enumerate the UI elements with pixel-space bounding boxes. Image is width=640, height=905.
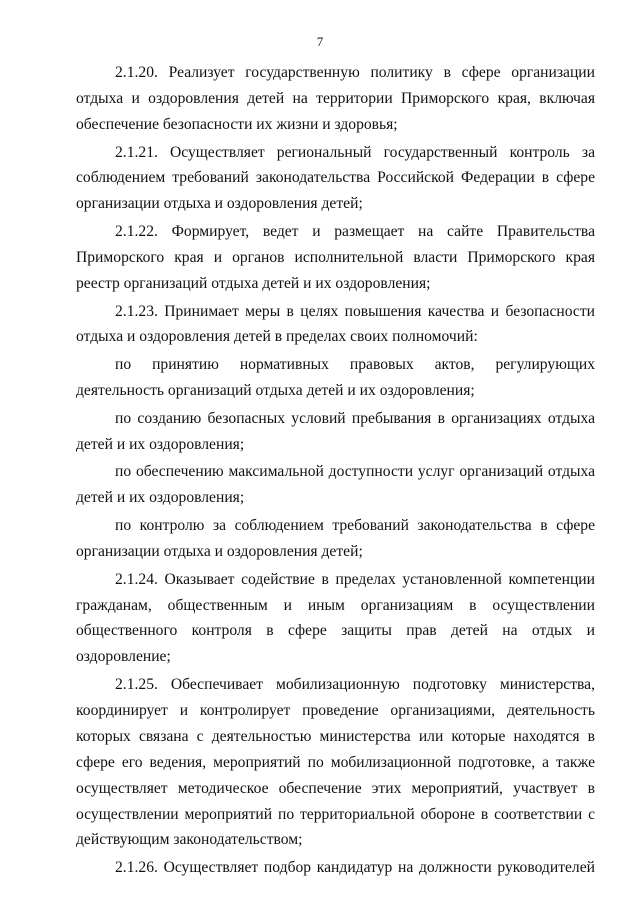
page-number: 7 xyxy=(316,34,324,49)
paragraph-2-1-25: 2.1.25. Обеспечивает мобилизационную подготовку министерства, координирует и контролирует проведение организациями, деятельность которых связана с деятельностью министерства или которые находятся в сфере его ведения, мероприятий по мобилизационной подготовке, а также осуществляет методическое обеспечение этих мероприятий, участвует в осуществлении мероприятий по территориальной обороне в соответствии с действующим законодательством; xyxy=(76,676,595,849)
paragraph-2-1-23-item-regulations: по принятию нормативных правовых актов, регулирующих деятельность организаций отдыха детей и их оздоровления; xyxy=(76,356,595,400)
paragraph-2-1-20: 2.1.20. Реализует государственную политику в сфере организации отдыха и оздоровления детей на территории Приморского края, включая обеспечение безопасности их жизни и здоровья; xyxy=(76,64,595,133)
paragraph-2-1-23-item-safe-conditions: по созданию безопасных условий пребывания в организациях отдыха детей и их оздоровления; xyxy=(76,409,595,453)
paragraph-2-1-23-item-accessibility: по обеспечению максимальной доступности услуг организаций отдыха детей и их оздоровления; xyxy=(76,463,595,507)
paragraph-2-1-23: 2.1.23. Принимает меры в целях повышения качества и безопасности отдыха и оздоровления детей в пределах своих полномочий: xyxy=(76,302,595,346)
paragraph-2-1-21: 2.1.21. Осуществляет региональный государственный контроль за соблюдением требований законодательства Российской Федерации в сфере организации отдыха и оздоровления детей; xyxy=(76,143,595,213)
paragraph-2-1-26: 2.1.26. Осуществляет подбор кандидатур на должности руководителей xyxy=(115,859,595,877)
paragraph-2-1-22: 2.1.22. Формирует, ведет и размещает на сайте Правительства Приморского края и органов исполнительной власти Приморского края реестр организаций отдыха детей и их оздоровления; xyxy=(76,223,595,292)
paragraph-2-1-24: 2.1.24. Оказывает содействие в пределах установленной компетенции гражданам, общественным и иным организациям в осуществлении общественного контроля в сфере защиты прав детей на отдых и оздоровление; xyxy=(76,570,595,666)
document-body xyxy=(76,60,595,883)
paragraph-2-1-23-item-control: по контролю за соблюдением требований законодательства в сфере организации отдыха и оздоровления детей; xyxy=(76,516,595,560)
